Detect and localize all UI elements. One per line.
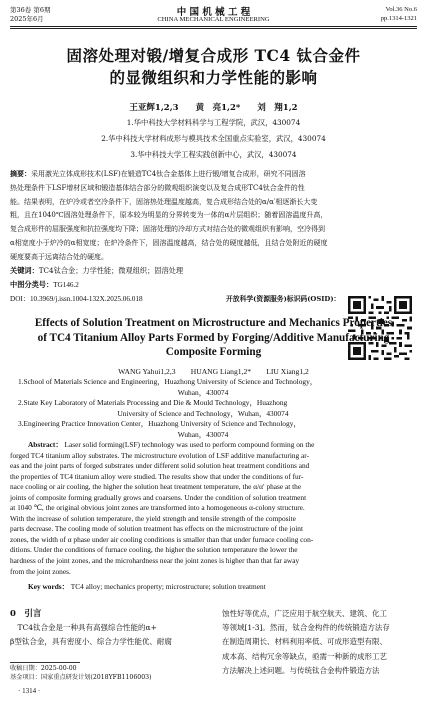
abstract-en-line: the properties of TC4 titanium alloy were studied. The results show that under the conditions of fur- (10, 471, 304, 481)
footnote-rule (10, 662, 80, 663)
authors-en: WANG Yahui1,2,3 HUANG Liang1,2* LIU Xiang1,2 (118, 367, 309, 376)
title-en-line3: Composite Forming (165, 346, 262, 359)
abstract-en-line: nace cooling or air cooling, the higher the solution heat treatment temperature, the α/α′ phase at the (10, 482, 302, 492)
abstract-en-line: forged TC4 titanium alloy substrates. The microstructure evolution of LSF additive manufacturing ar- (10, 450, 310, 460)
left-column-line: TC4钛合金是一种具有高强综合性能的α+ (10, 623, 157, 632)
title-cn-line1: 固溶处理对锻/增复合成形 TC4 钛合金件 (66, 46, 361, 65)
right-column-line: 蚀性好等优点，广泛应用于航空航天、建筑、化工 (222, 609, 387, 618)
abstract-en-line: eas and the joint parts of forged substrates under different solid solution heat treatment conditions and (10, 461, 310, 471)
clc-number (10, 279, 340, 292)
header-volume: 第36卷 第6期 (10, 6, 51, 14)
abstract-en-line: from the joint zones. (10, 566, 71, 576)
header-rule (10, 26, 417, 27)
title-en-line1: Effects of Solution Treatment on Microstructure and Mechanics Properties (34, 317, 393, 329)
footnote-received: 收稿日期：2025-00-00 (10, 665, 77, 672)
header-rule-thin (10, 28, 417, 29)
header-vol-en: Vol.36 No.6 (385, 6, 417, 13)
right-column-line: 方法解决上述问题。与传统钛合金构件锻造方法 (222, 665, 380, 675)
abstract-cn (10, 167, 417, 265)
header-pages: pp.1314-1321 (380, 15, 417, 22)
header-journal-cn: 中 国 机 械 工 程 (176, 7, 251, 18)
right-column-line: 在制造周期长、材料利用率低、可成形造型有限、 (222, 637, 387, 647)
abstract-cn-line: α相宽度小于炉冷的α相宽度；在炉冷条件下，固溶温度越高，结合处的硬度越低，且结合处附近的硬度 (10, 238, 328, 247)
affiliation-en-1: 1.School of Materials Science and Engineering，Huazhong University of Science and Technology， (18, 377, 318, 386)
abstract-en-line: joints of composite forming gradually grows and coarsens. Under the condition of solution treatment (10, 492, 307, 502)
abstract-en (10, 440, 417, 577)
affiliation-en-2: 2.State Key Laboratory of Materials Processing and Die & Mould Technology，Huazhong (18, 398, 288, 408)
abstract-en-line: With the increase of solution temperature, the yield strength and tensile strength of the composite (10, 513, 296, 523)
affiliation-en-3: 3.Engineering Practice Innovation Center，Huazhong University of Science and Technology， (18, 419, 301, 429)
abstract-cn-line: 热处理条件下LSF增材区域和锻造基体结合部分的微观组织演变以及复合成形TC4钛合金件的性 (10, 183, 305, 192)
abstract-cn-line: 硬度要高于远离结合处的硬度。 (10, 252, 108, 261)
keywords-en-label: Key words： (28, 582, 70, 591)
title-en (10, 316, 417, 360)
abstract-en-line: parts decrease. The cooling mode of solution treatment has effects on the microstructure of the joint (10, 524, 303, 534)
left-column-line: β型钛合金，具有密度小、综合力学性能优、耐腐 (10, 637, 172, 647)
right-column-line: 成本高、结构冗余等缺点，亟需一种新的成形工艺 (222, 651, 387, 661)
abstract-cn-line: 采用激光立体成形技术(LSF)在锻造TC4钛合金基体上进行锻/增复合成形，研究不同固溶 (31, 170, 306, 178)
right-column (222, 607, 418, 678)
abstract-en-line: zones, the width of α phase under air cooling conditions is smaller than that under furnace cooling con- (10, 534, 314, 544)
title-cn-line2: 的显微组织和力学性能的影响 (109, 68, 318, 87)
page-number: · 1314 · (18, 687, 41, 695)
clc-label: 中图分类号： (10, 280, 54, 289)
affiliation-cn-2: 2.华中科技大学材料成形与模具技术全国重点实验室，武汉，430074 (101, 134, 326, 143)
abstract-en-line: Laser solid forming(LSF) technology was used to perform compound forming on the (64, 440, 315, 449)
affiliation-en-2-cont: University of Science and Technology，Wuhan，430074 (117, 408, 289, 418)
affiliation-en-1-cont: Wuhan，430074 (177, 387, 229, 397)
abstract-en-line: hardness of the joint zones, and the microhardness near the joint zones is higher than that far away (10, 556, 300, 566)
header-journal-en: CHINA MECHANICAL ENGINEERING (157, 16, 270, 23)
abstract-en-label: Abstract： (28, 440, 63, 449)
abstract-cn-line: 能。结果表明，在炉冷或者空冷条件下，固溶热处理温度越高，复合成形结合处的α/α′相逐渐长大变 (10, 197, 318, 206)
authors-cn: 王亚辉1,2,3 黄 亮1,2* 刘 翔1,2 (129, 103, 298, 113)
osid-label: 开放科学(资源服务)标识码(OSID)： (226, 295, 341, 303)
footnote-fund: 基金项目：国家重点研发计划(2018YFB1106003) (10, 674, 152, 681)
abstract-cn-label: 摘要： (10, 169, 31, 178)
affiliation-cn-1: 1.华中科技大学材料科学与工程学院，武汉，430074 (126, 118, 301, 127)
left-column (10, 621, 210, 649)
right-column-line: 等领域[1-3]。然而，钛合金构件的传统锻造方法存 (222, 623, 390, 633)
abstract-en-line: at 1040 ℃, the original obvious joint zones are transformed into a homogeneous α-colony structure. (10, 503, 305, 513)
affiliations-en (18, 377, 418, 441)
keywords-cn-text: TC4钛合金；力学性能；微观组织；固溶处理 (38, 266, 184, 275)
keywords-en-text: TC4 alloy; mechanics property; microstructure; solution treatment (70, 582, 266, 591)
keywords-cn-label: 关键词： (10, 266, 39, 275)
abstract-cn-line: 复合成形件的屈服强度和抗拉强度均下降；固溶处理的冷却方式对结合处的微观组织有影响，空冷得到 (10, 225, 325, 234)
title-en-line2: of TC4 Titanium Alloy Parts Formed by Forging/Additive Manufacturing (37, 331, 390, 344)
affiliation-en-3-cont: Wuhan，430074 (177, 429, 229, 439)
abstract-cn-line: 粗，且在1040℃固溶处理条件下，原本较为明显的分界转变为一体的α片层组织；随着固溶温度升高， (10, 211, 328, 220)
affiliation-cn-3: 3.华中科技大学工程实践创新中心，武汉，430074 (130, 150, 297, 159)
doi[interactable]: DOI：10.3969/j.issn.1004-132X.2025.06.018 (10, 295, 143, 303)
keywords-en (10, 582, 427, 592)
keywords-cn (10, 265, 340, 278)
header-date: 2025年6月 (10, 15, 44, 23)
abstract-en-line: ditions. Under the conditions of furnace cooling, the higher the solution temperature the lower the (10, 545, 298, 555)
section-heading: 0 引言 (10, 609, 42, 619)
clc-text: TG146.2 (53, 281, 79, 289)
footnote (10, 664, 210, 682)
